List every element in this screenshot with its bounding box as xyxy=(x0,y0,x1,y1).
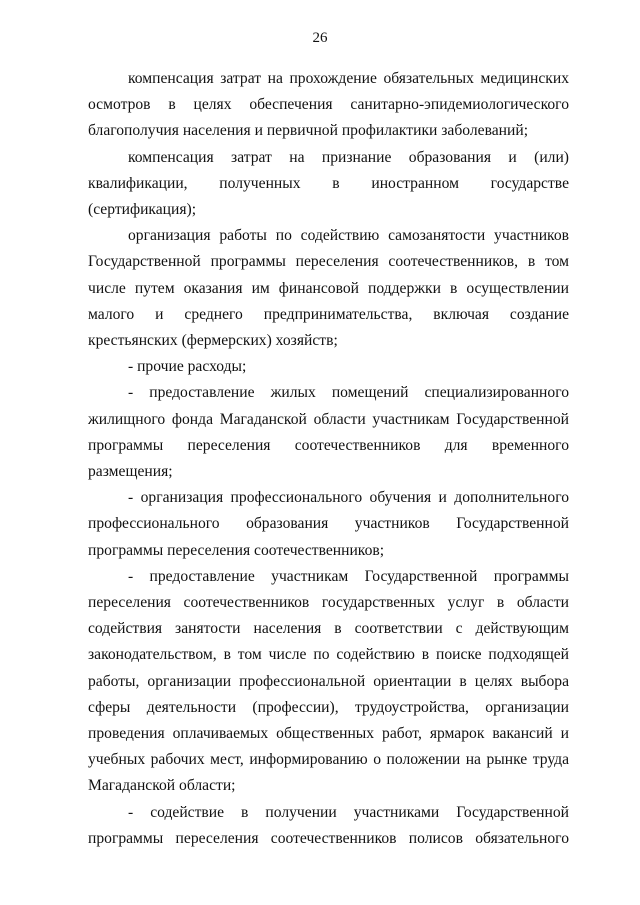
paragraph-medical-exams: компенсация затрат на прохождение обязательных медицинских осмотров в целях обеспечения санитарно-эпидемиологического благополучия населения и первичной профилактики заболеваний; xyxy=(88,70,569,140)
paragraph-qualification-recognition: компенсация затрат на признание образования и (или) квалификации, полученных в иностранном государстве (сертификация); xyxy=(88,148,569,219)
paragraph-employment-services: - предоставление участникам Государственной программы переселения соотечественников государственных услуг в области содействия занятости населения в соответствии с действующим законодательством, в том числе по содействию в поиске подходящей работы, организации профессиональной ориентации в целях выбора сферы деятельности (профессии), трудоустройства, организации проведения оплачиваемых общественных работ, ярмарок вакансий и учебных рабочих мест, информированию о положении на рынке труда Магаданской области; xyxy=(88,567,569,795)
paragraph-training: - организация профессионального обучения и дополнительного профессионального образования участников Государственной программы переселения соотечественников; xyxy=(88,489,569,559)
paragraph-housing: - предоставление жилых помещений специализированного жилищного фонда Магаданской области участникам Государственной программы переселения соотечественников для временного размещения; xyxy=(88,384,569,481)
document-body xyxy=(88,66,569,852)
paragraph-other-expenses: - прочие расходы; xyxy=(128,358,247,376)
paragraph-self-employment: организация работы по содействию самозанятости участников Государственной программы переселения соотечественников, в том числе путем оказания им финансовой поддержки в осуществлении малого и среднего предпринимательства, включая создание крестьянских (фермерских) хозяйств; xyxy=(88,227,569,350)
paragraph-insurance: - содействие в получении участниками Государственной программы переселения соотечественников полисов обязательного xyxy=(88,803,569,847)
page-number: 26 xyxy=(312,30,328,46)
